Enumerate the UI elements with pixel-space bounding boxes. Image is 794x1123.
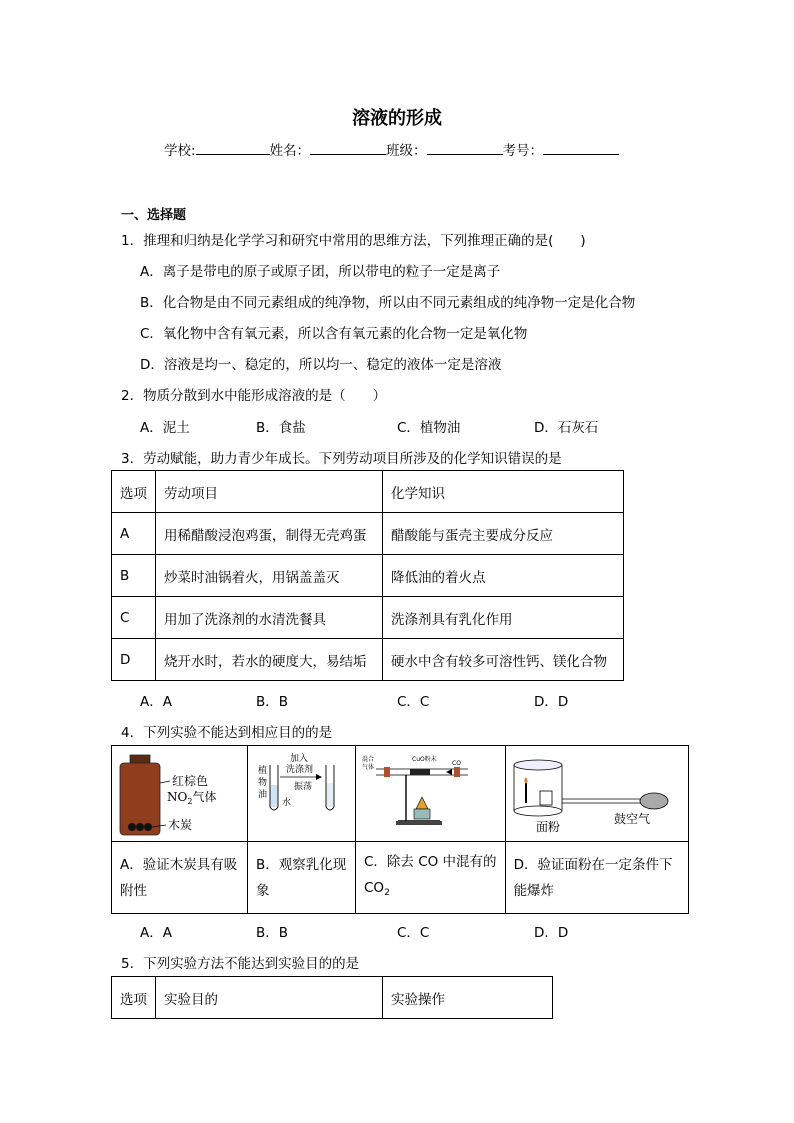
q5-stem: 5．下列实验方法不能达到实验目的的是 [121,956,360,972]
caption-row [112,842,689,914]
school-blank[interactable] [196,139,270,155]
fig-a-label-gas: $NO_2$气体 [167,789,217,806]
table-cell: A [112,513,156,555]
table-cell: B [112,555,156,597]
fig-b-detergent: 洗涤剂 [286,764,314,775]
exam-no-blank[interactable] [543,139,619,155]
fig-b-oil-2: 物 [258,777,268,788]
header-cell: 实验目的 [156,977,383,1019]
q2-option-d: D．石灰石 [534,420,599,436]
class-blank[interactable] [427,139,503,155]
fig-a-label-color: 红棕色 [172,773,209,788]
name-label: 姓名： [269,143,311,159]
caption-d: D．验证面粉在一定条件下 能爆炸 [505,842,688,914]
q5-table [111,976,553,1019]
q3-option-b: B．B [256,694,289,710]
header-cell: 选项 [112,977,156,1019]
q3-option-c: C．C [397,694,430,710]
table-cell: 硬水中含有较多可溶性钙、镁化合物 [383,639,624,681]
fig-b-add: 加入 [290,753,309,764]
table-cell: 醋酸能与蛋壳主要成分反应 [383,513,624,555]
q3-table [111,470,624,681]
name-blank[interactable] [310,139,386,155]
q1-option-c: C．氧化物中含有氧元素，所以含有氧元素的化合物一定是氧化物 [140,326,528,342]
table-cell: D [112,639,156,681]
table-cell: 洗涤剂具有乳化作用 [383,597,624,639]
table-row [112,597,624,639]
q2-option-a: A．泥土 [140,420,190,436]
class-label: 班级： [386,143,427,159]
table-cell: 烧开水时，若水的硬度大，易结垢 [156,639,383,681]
table-cell: 用加了洗涤剂的水清洗餐具 [156,597,383,639]
q1-option-b: B．化合物是由不同元素组成的纯净物，所以由不同元素组成的纯净物一定是化合物 [140,295,636,311]
q2-option-b: B．食盐 [256,420,306,436]
figure-row [112,746,689,842]
fig-c-co: CO [452,759,461,767]
header-cell: 化学知识 [383,471,624,513]
header-cell: 选项 [112,471,156,513]
table-cell: 降低油的着火点 [383,555,624,597]
q3-stem: 3．劳动赋能，助力青少年成长。下列劳动项目所涉及的化学知识错误的是 [121,451,562,467]
table-row [112,555,624,597]
header-cell: 实验操作 [383,977,553,1019]
header-cell: 劳动项目 [156,471,383,513]
page-title: 溶液的形成 [352,108,442,129]
table-header-row [112,471,624,513]
fig-b-water: 水 [282,797,292,808]
q4-option-d: D．D [534,925,569,941]
fig-b-shake: 振荡 [294,781,313,792]
fig-b-oil-1: 植 [258,765,268,776]
student-info-line [164,139,619,159]
figure-d-cell [505,746,688,842]
q4-option-a: A．A [140,925,172,941]
q3-option-d: D．D [534,694,569,710]
caption-b: B．观察乳化现 象 [248,842,356,914]
fig-c-cuo: CuO粉末 [412,755,437,763]
fig-d-flour: 面粉 [535,819,560,834]
table-cell: 用稀醋酸浸泡鸡蛋，制得无壳鸡蛋 [156,513,383,555]
school-label: 学校: [164,143,196,159]
caption-a: A．验证木炭具有吸 附性 [112,842,248,914]
flour-explosion-figure [506,747,688,841]
q1-option-d: D．溶液是均一、稳定的，所以均一、稳定的液体一定是溶液 [140,357,502,373]
fig-a-label-charcoal: 木炭 [168,817,193,832]
section-heading: 一、选择题 [121,208,187,223]
q4-option-c: C．C [397,925,430,941]
fig-b-oil-3: 油 [258,789,268,800]
q3-option-a: A．A [140,694,172,710]
table-row [112,639,624,681]
fig-d-blow-air: 鼓空气 [613,811,650,826]
emulsification-tubes-figure [248,747,355,841]
exam-no-label: 考号： [502,143,544,159]
cuo-reduction-figure [356,747,500,841]
q1-option-a: A．离子是带电的原子或原子团，所以带电的粒子一定是离子 [140,264,501,280]
fig-c-mix-2: 气体 [362,763,375,771]
figure-c-cell [356,746,506,842]
table-cell: 炒菜时油锅着火，用锅盖盖灭 [156,555,383,597]
q4-stem: 4．下列实验不能达到相应目的的是 [121,725,333,741]
fig-c-mix-1: 混合 [362,755,375,763]
q4-option-b: B．B [256,925,289,941]
brown-gas-bottle-figure [112,747,247,841]
q2-option-c: C．植物油 [397,420,461,436]
table-cell: C [112,597,156,639]
figure-b-cell [248,746,356,842]
q2-stem: 2．物质分散到水中能形成溶液的是（ ） [121,388,387,404]
figure-a-cell [112,746,248,842]
table-row [112,513,624,555]
caption-c: C．除去 CO 中混有的 $CO_2$ [356,842,506,914]
table-header-row [112,977,553,1019]
q4-table [111,745,689,914]
q1-stem: 1．推理和归纳是化学学习和研究中常用的思维方法，下列推理正确的是( ) [121,233,586,249]
